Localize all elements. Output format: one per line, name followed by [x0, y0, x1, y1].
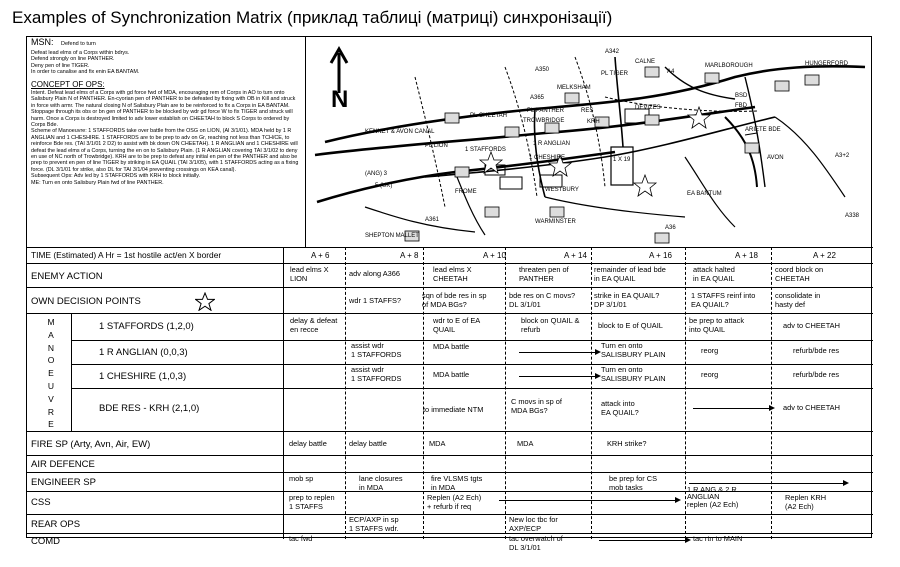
- matrix-cell: consolidate in hasty def: [775, 291, 821, 309]
- map-place: 1 X 19: [613, 157, 631, 163]
- fire-sp-row: [27, 432, 873, 456]
- matrix-cell: bde res on C movs? DL 3/1/01: [509, 291, 576, 309]
- page-title: Examples of Synchronization Matrix (приклад таблиці (матриці) синхронізації): [12, 8, 613, 27]
- matrix-cell: refurb/bde res: [793, 370, 840, 379]
- row-label: CSS: [31, 497, 51, 508]
- column-header: A + 8: [400, 251, 419, 260]
- column-divider: [423, 247, 424, 539]
- enemy-action-row: [27, 264, 873, 288]
- column-header: A + 22: [813, 251, 836, 260]
- orders-panel: [27, 37, 306, 247]
- row-label: FIRE SP (Arty, Avn, Air, EW): [31, 439, 151, 450]
- map-place: CALNE: [635, 59, 656, 65]
- matrix-cell: 1 R ANG & 2 R ANGLIAN replen (A2 Ech): [687, 485, 739, 509]
- manoeuvre-letters: [45, 316, 57, 431]
- operations-map: [305, 37, 873, 247]
- column-divider: [505, 247, 506, 539]
- column-divider: [283, 247, 284, 539]
- staffords-row: [71, 314, 873, 341]
- map-place: MARLBOROUGH: [705, 63, 753, 69]
- column-header: A + 10: [483, 251, 506, 260]
- column-header: A + 6: [311, 251, 330, 260]
- matrix-cell: wdr to E of EA QUAIL: [433, 316, 481, 334]
- manoeuvre-letter: U: [47, 380, 55, 391]
- matrix-cell: MDA battle: [433, 370, 470, 379]
- matrix-cell: tac overwatch of DL 3/1/01: [509, 534, 563, 552]
- manoeuvre-letter: E: [48, 368, 54, 379]
- anglian-row: [71, 340, 873, 365]
- cheshire-row: [71, 364, 873, 389]
- manoeuvre-letter: N: [47, 342, 55, 353]
- map-place: 1 CHESHIRE: [529, 155, 566, 161]
- rear-ops-row: [27, 515, 873, 534]
- matrix-cell: lane closures in MDA: [359, 474, 403, 492]
- matrix-cell: assist wdr 1 STAFFORDS: [351, 341, 402, 359]
- matrix-cell: attack halted in EA QUAIL: [693, 265, 735, 283]
- matrix-cell: be prep for CS mob tasks: [609, 474, 658, 492]
- matrix-cell: adv to CHEETAH: [783, 321, 840, 330]
- row-label: 1 R ANGLIAN (0,0,3): [99, 347, 188, 358]
- map-place: AVON: [767, 155, 784, 161]
- mission-lead: Defend to turn: [61, 41, 96, 47]
- map-place: KRH: [587, 119, 600, 125]
- matrix-cell: block on QUAIL & refurb: [521, 316, 580, 334]
- matrix-cell: strike in EA QUAIL? DP 3/1/01: [594, 291, 660, 309]
- continuation-arrow: [499, 500, 679, 501]
- css-row: [27, 485, 873, 515]
- map-place: FBD: [735, 103, 747, 109]
- matrix-cell: coord block on CHEETAH: [775, 265, 824, 283]
- comd-row: [27, 534, 873, 553]
- mission-line: Deny pen of line TIGER.: [31, 62, 90, 69]
- map-place: KENNET & AVON CANAL: [365, 129, 435, 135]
- matrix-cell: delay battle: [289, 439, 327, 448]
- continuation-arrow: [519, 352, 599, 353]
- matrix-cell: threaten pen of PANTHER: [519, 265, 569, 283]
- row-label: 1 CHESHIRE (1,0,3): [99, 371, 187, 382]
- column-divider: [345, 247, 346, 539]
- decision-star-icon: [195, 292, 215, 311]
- matrix-cell: be prep to attack into QUAIL: [689, 316, 745, 334]
- decision-points-row: [27, 288, 873, 314]
- map-place: FROME: [455, 189, 477, 195]
- map-place: A342: [605, 49, 620, 55]
- map-place: DEVIZES: [635, 105, 661, 111]
- matrix-cell: reorg: [701, 346, 719, 355]
- matrix-cell: block to E of QUAIL: [598, 321, 663, 330]
- matrix-cell: delay battle: [349, 439, 387, 448]
- column-header: A + 16: [649, 251, 672, 260]
- row-label: ENEMY ACTION: [31, 271, 103, 282]
- top-panel: [27, 37, 873, 248]
- manoeuvre-letter: O: [47, 355, 55, 366]
- matrix-cell: Turn en onto SALISBURY PLAIN: [601, 365, 666, 383]
- matrix-cell: Turn en onto SALISBURY PLAIN: [601, 341, 666, 359]
- concept-paragraph: Subsequent Ops: Adv led by 1 STAFFORDS with KRH to block initially.: [31, 173, 201, 180]
- matrix-cell: remainder of lead bde in EA QUAIL: [594, 265, 666, 283]
- matrix-cell: MDA battle: [433, 342, 470, 351]
- map-place: RES: [581, 108, 594, 114]
- manoeuvre-letter: A: [48, 329, 54, 340]
- map-place: 5 (UK): [375, 183, 393, 189]
- engineer-sp-row: [27, 473, 873, 492]
- column-divider: [591, 247, 592, 539]
- matrix-cell: lead elms X LION: [290, 265, 329, 283]
- mission-line: Defend strongly on line PANTHER.: [31, 56, 115, 63]
- continuation-arrow: [689, 483, 847, 484]
- matrix-cell: New loc tbc for AXP/ECP: [509, 515, 558, 533]
- matrix-cell: wdr 1 STAFFS?: [349, 296, 402, 305]
- row-label: 1 STAFFORDS (1,2,0): [99, 321, 194, 332]
- map-place: HUNGERFORD: [805, 61, 848, 67]
- concept-paragraph: Intent. Defeat lead elms of a Corps with gd force fwd of MDA, encouraging rem of Corps in AO to turn onto Salisbury Plain N of PANTHER. En-cyorian pen of PANTHER to be defeated by fixing with OB in Kill and struck in force with armr. The natural closing N of Salisbury Plain are to be reinforced to fix a Corps in EA BANTAM. Stoppage through its obs or bn gen of PANTHER to be blocked by wdr gd force W to fix TIGER and struck will harm. Once a Corps is destroyed limited to adv lower establish on CHEETAH to block S Corps to ordered by Corps Bde.: [31, 90, 296, 129]
- column-divider: [771, 247, 772, 539]
- row-label: AIR DEFENCE: [31, 459, 95, 470]
- mission-line: Defeat lead elms of a Corps within bdrys.: [31, 50, 130, 56]
- matrix-cell: Replen KRH (A2 Ech): [785, 493, 827, 511]
- matrix-cell: delay & defeat en recce: [290, 316, 338, 334]
- map-place: 1 STAFFORDS: [465, 147, 506, 153]
- matrix-cell: lead elms X CHEETAH: [433, 265, 472, 283]
- continuation-arrow: [519, 376, 599, 377]
- matrix-cell: refurb/bde res: [793, 346, 840, 355]
- matrix-cell: KRH strike?: [607, 439, 647, 448]
- matrix-cell: adv to CHEETAH: [783, 403, 840, 412]
- map-drawing: [305, 37, 873, 247]
- matrix-cell: MDA: [517, 439, 534, 448]
- manoeuvre-block: [27, 314, 873, 432]
- matrix-cell: C movs in sp of MDA BGs?: [511, 397, 562, 415]
- matrix-cell: Replen (A2 Ech) + refurb if req: [427, 493, 482, 511]
- map-place: A4: [667, 69, 675, 75]
- map-place: A350: [535, 67, 550, 73]
- matrix-cell: to immediate NTM: [423, 405, 484, 414]
- continuation-arrow: [599, 540, 689, 541]
- map-place: A36: [665, 225, 676, 231]
- matrix-grid: [27, 247, 873, 552]
- matrix-cell: ECP/AXP in sp 1 STAFFS wdr.: [349, 515, 399, 533]
- matrix-cell: 1 STAFFS reinf into EA QUAIL?: [691, 291, 756, 309]
- map-place: (ANG) 3: [365, 171, 388, 177]
- map-place: SHEPTON MALLET: [365, 233, 419, 239]
- matrix-cell: assist wdr 1 STAFFORDS: [351, 365, 402, 383]
- air-defence-row: [27, 456, 873, 473]
- map-place: PL TIGER: [601, 71, 629, 77]
- matrix-cell: sqn of bde res in sp of MDA BGs?: [422, 291, 487, 309]
- map-place: A361: [425, 217, 440, 223]
- continuation-arrow: [693, 408, 773, 409]
- bde-res-row: [71, 388, 873, 431]
- map-place: WESTBURY: [545, 187, 579, 193]
- mission-label: MSN:: [31, 37, 54, 47]
- map-place: PL PANTHER: [527, 108, 565, 114]
- matrix-cell: fire VLSMS tgts in MDA: [431, 474, 483, 492]
- matrix-cell: tac fwd: [289, 534, 313, 543]
- column-divider: [685, 247, 686, 539]
- mission-lines: [31, 50, 299, 76]
- map-place: ARIETE BDE: [745, 127, 781, 133]
- column-header: A + 14: [564, 251, 587, 260]
- matrix-cell: attack into EA QUAIL?: [601, 399, 639, 417]
- row-label: REAR OPS: [31, 519, 81, 530]
- concept-paragraph: Scheme of Manoeuvre: 1 STAFFORDS take over battle from the OSG on LION, (AI 3/1/01). MDA held by 1 R ANGLIAN and 1 CHESHIRE. 1 STAFFORDS are to be prep to adv on Gr, reaching not less than TCH/CE, to reinforce Bde res. (TAI 3/1/01 2 D2) to assist with bk down ON CHEETAH). 1 R ANGLIAN and 1 CHESHIRE will defeat the lead elms of a Corps, turning the en on to Salisbury Plain. (1 R ANGLIAN covering TAI 3/1/02 to deny en use of NC north of Trowbridge). KRH are to be prep to defeat any initial en pen of the PANTHER and also be prep to prevent en pen of line TIGER by striking in EA QUAIL (TAI 3/1/05), with 1 STAFFORDS acting as a fixing force. (DL 3/1/01 for strike, also DL for TAI 3/1/04 preventing crossings on KEA canal).: [31, 128, 299, 173]
- mission-line: In order to canalise and fix enin EA BANTAM.: [31, 69, 140, 76]
- column-header: A + 18: [735, 251, 758, 260]
- map-north-label: N: [331, 86, 349, 113]
- matrix-cell: tac rtn to MAIN: [693, 534, 743, 543]
- map-place: A338: [845, 213, 860, 219]
- concept-label: CONCEPT OF OPS:: [31, 80, 105, 89]
- concept-body: [31, 90, 301, 186]
- manoeuvre-letter: E: [48, 419, 54, 430]
- matrix-cell: mob sp: [289, 474, 314, 483]
- row-label: ENGINEER SP: [31, 477, 96, 488]
- concept-paragraph: ME: Turn en onto Salisbury Plain fwd of line PANTHER.: [31, 179, 164, 186]
- map-place: TROWBRIDGE: [523, 118, 565, 124]
- manoeuvre-letter: R: [47, 406, 55, 417]
- row-label: BDE RES - KRH (2,1,0): [99, 403, 200, 414]
- map-place: A3+2: [835, 153, 850, 159]
- map-place: WARMINSTER: [535, 219, 576, 225]
- row-label: OWN DECISION POINTS: [31, 296, 141, 307]
- sync-matrix-sheet: [26, 36, 872, 552]
- manoeuvre-letter: V: [48, 393, 54, 404]
- matrix-cell: adv along A366: [349, 269, 400, 278]
- map-place: PL LION: [425, 143, 448, 149]
- map-place: EA BANTUM: [687, 191, 722, 197]
- manoeuvre-letter: M: [47, 317, 55, 327]
- time-header-row: [27, 247, 873, 264]
- time-label: TIME (Estimated) A Hr = 1st hostile act/en X border: [31, 250, 222, 260]
- matrix-cell: prep to replen 1 STAFFS: [289, 493, 335, 511]
- matrix-cell: MDA: [429, 439, 446, 448]
- map-place: 1 R ANGLIAN: [533, 141, 571, 147]
- map-place: PL CHEETAH: [470, 113, 508, 119]
- row-label: COMD: [31, 536, 61, 547]
- matrix-cell: reorg: [701, 370, 719, 379]
- map-place: BSD: [735, 93, 748, 99]
- map-place: MELKSHAM: [557, 85, 591, 91]
- map-place: A365: [530, 95, 545, 101]
